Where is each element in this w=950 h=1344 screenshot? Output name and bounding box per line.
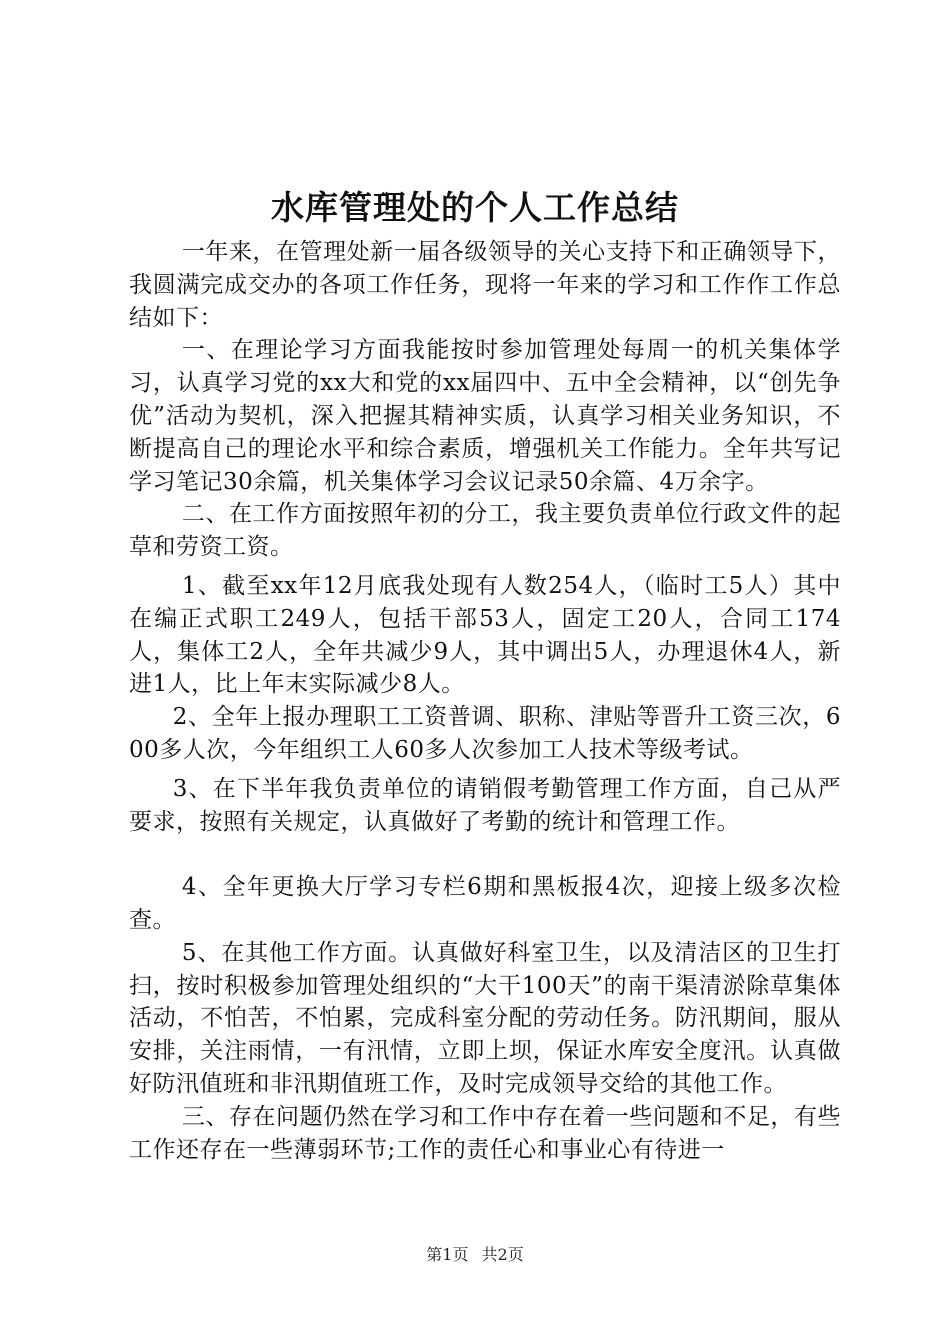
paragraph-item-1: 1、截至xx年12月底我处现有人数254人，（临时工5人）其中在编正式职工249人，包括干部53人，固定工20人，合同工174人，集体工2人，全年共减少9人，其中调出5人，办理退休4人，新进1人，比上年末实际减少8人。	[129, 572, 841, 698]
paragraph-work-overview: 二、在工作方面按照年初的分工，我主要负责单位行政文件的起草和劳资工资。	[129, 501, 841, 561]
paragraph-item-5: 5、在其他工作方面。认真做好科室卫生，以及清洁区的卫生打扫，按时积极参加管理处组织的“大干100天”的南干渠清淤除草集体活动，不怕苦，不怕累，完成科室分配的劳动任务。防汛期间，服从安排，关注雨情，一有汛情，立即上坝，保证水库安全度汛。认真做好防汛值班和非汛期值班工作，及时完成领导交给的其他工作。	[129, 939, 841, 1097]
document-title: 水库管理处的个人工作总结	[271, 188, 679, 227]
page-footer	[0, 1244, 950, 1266]
page-number: 第1页	[426, 1245, 469, 1264]
page-total: 共2页	[481, 1245, 524, 1264]
paragraph-item-3: 3、在下半年我负责单位的请销假考勤管理工作方面，自己从严要求，按照有关规定，认真做好了考勤的统计和管理工作。	[129, 775, 841, 835]
document-body	[129, 236, 841, 1166]
blank-line	[129, 838, 841, 871]
paragraph-intro: 一年来，在管理处新一届各级领导的关心支持下和正确领导下，我圆满完成交办的各项工作任务，现将一年来的学习和工作作工作总结如下：	[129, 239, 841, 331]
paragraph-theory-study: 一、在理论学习方面我能按时参加管理处每周一的机关集体学习，认真学习党的xx大和党的xx届四中、五中全会精神，以“创先争优”活动为契机，深入把握其精神实质，认真学习相关业务知识，不断提高自己的理论水平和综合素质，增强机关工作能力。全年共写记学习笔记30余篇，机关集体学习会议记录50余篇、4万余字。	[129, 337, 841, 495]
paragraph-problems: 三、存在问题仍然在学习和工作中存在着一些问题和不足，有些工作还存在一些薄弱环节;工作的责任心和事业心有待进一	[129, 1103, 841, 1163]
paragraph-item-4: 4、全年更换大厅学习专栏6期和黑板报4次，迎接上级多次检查。	[129, 874, 841, 933]
paragraph-item-2: 2、全年上报办理职工工资普调、职称、津贴等晋升工资三次，600多人次，今年组织工人60多人次参加工人技术等级考试。	[129, 704, 841, 763]
